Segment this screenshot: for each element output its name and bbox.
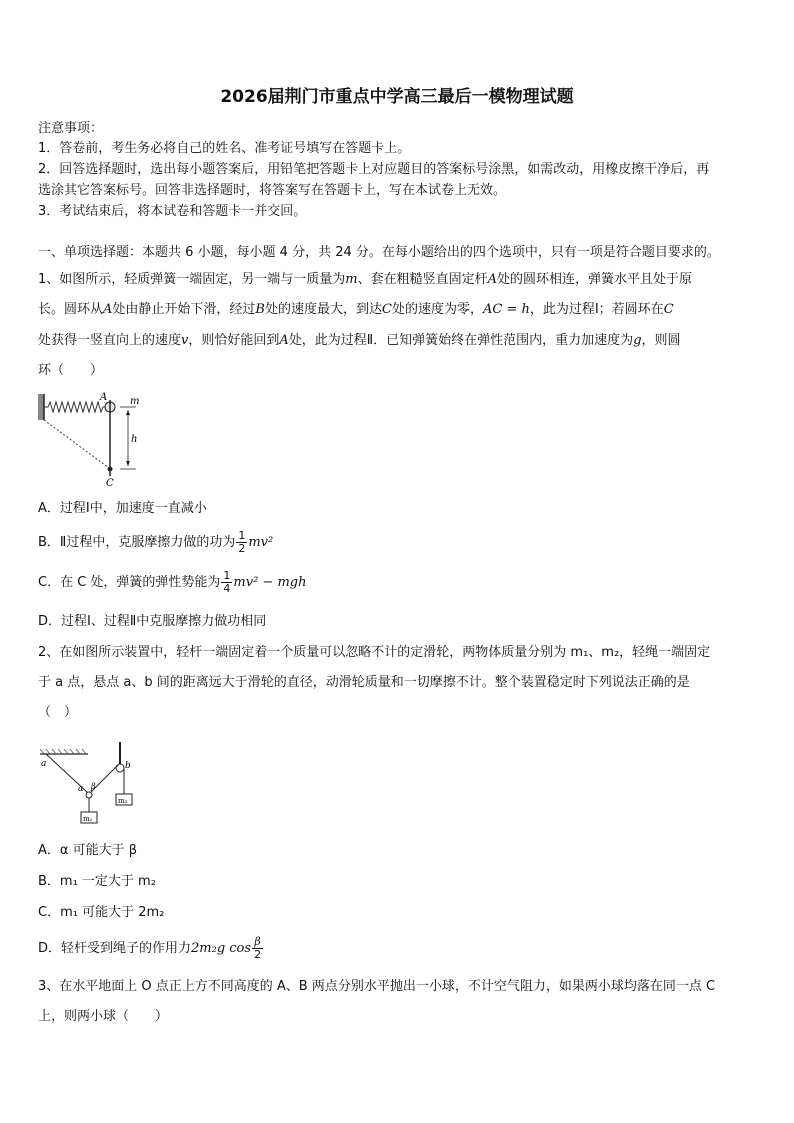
q1-var: v bbox=[181, 333, 189, 348]
q2-figure bbox=[36, 738, 146, 826]
q1-var: g bbox=[633, 333, 642, 348]
numerator: 1 bbox=[223, 569, 231, 582]
q1-option-c bbox=[38, 568, 306, 598]
q2-option-a: A．α 可能大于 β bbox=[38, 843, 138, 858]
q1-text: ，则恰好能回到 bbox=[188, 333, 280, 348]
q2-option-d bbox=[38, 932, 264, 966]
label-m: m bbox=[130, 396, 140, 407]
q1-text: ，则圆 bbox=[641, 333, 681, 348]
numerator: 1 bbox=[238, 529, 246, 542]
q1-figure bbox=[36, 390, 156, 486]
q1-line bbox=[38, 301, 674, 319]
label-C: C bbox=[106, 478, 114, 486]
notice-item: 1．答卷前，考生务必将自己的姓名、准考证号填写在答题卡上。 bbox=[38, 141, 411, 156]
fraction bbox=[221, 570, 232, 595]
label-A: A bbox=[100, 392, 108, 403]
wall bbox=[38, 394, 44, 420]
q1-text: 处由静止开始下滑，经过 bbox=[112, 302, 256, 317]
option-text: C．在 C 处，弹簧的弹性势能为 bbox=[38, 575, 221, 590]
page-title: 2026届荆门市重点中学高三最后一模物理试题 bbox=[220, 87, 574, 107]
q2-line: 2、在如图所示装置中，轻杆一端固定着一个质量可以忽略不计的定滑轮，两物体质量分别为 m₁、m₂，轻绳一端固定 bbox=[38, 645, 711, 660]
q1-var: AC = h bbox=[482, 302, 530, 317]
label-m2: m₂ bbox=[118, 797, 128, 805]
q1-var: C bbox=[663, 302, 674, 317]
notice-item: 选涂其它答案标号。回答非选择题时，将答案写在答题卡上，写在本试卷上无效。 bbox=[38, 183, 507, 198]
option-expr: mv² bbox=[248, 535, 274, 550]
denominator: 2 bbox=[254, 948, 262, 961]
option-expr: 2m₂g cos bbox=[191, 941, 252, 956]
q2-option-b: B．m₁ 一定大于 m₂ bbox=[38, 874, 156, 889]
label-beta: β bbox=[91, 782, 96, 791]
fraction bbox=[236, 530, 247, 555]
q1-var: A bbox=[279, 333, 289, 348]
notice-item: 2．回答选择题时，选出每小题答案后，用铅笔把答题卡上对应题目的答案标号涂黑，如需改动，用橡皮擦干净后，再 bbox=[38, 162, 710, 177]
fraction bbox=[252, 936, 263, 961]
q2-line: （ ） bbox=[38, 705, 78, 720]
label-alpha: α bbox=[78, 784, 84, 793]
q1-option-d: D．过程Ⅰ、过程Ⅱ中克服摩擦力做功相同 bbox=[38, 614, 267, 629]
q3-line: 3、在水平地面上 O 点正上方不同高度的 A、B 两点分别水平抛出一小球，不计空气阻力，如果两小球均落在同一点 C bbox=[38, 979, 716, 994]
denominator: 2 bbox=[238, 542, 246, 555]
label-m1: m₁ bbox=[83, 815, 93, 823]
q1-line: 环（ ） bbox=[38, 363, 104, 378]
q1-option-a: A．过程Ⅰ中，加速度一直减小 bbox=[38, 501, 207, 516]
section-heading: 一、单项选择题：本题共 6 小题，每小题 4 分，共 24 分。在每小题给出的四个选项中，只有一项是符合题目要求的。 bbox=[38, 245, 720, 260]
notice-item: 3．考试结束后，将本试卷和答题卡一并交回。 bbox=[38, 204, 307, 219]
q1-text: 处获得一竖直向上的速度 bbox=[38, 333, 182, 348]
option-text: D．轻杆受到绳子的作用力 bbox=[38, 941, 192, 956]
numerator: β bbox=[254, 935, 261, 948]
moving-pulley bbox=[86, 792, 92, 798]
q1-text: 处的圆环相连，弹簧水平且处于原 bbox=[497, 272, 693, 287]
q2-line: 于 a 点，悬点 a、b 间的距离远大于滑轮的直径，动滑轮质量和一切摩擦不计。整个装置稳定时下列说法正确的是 bbox=[38, 675, 690, 690]
q1-var: A bbox=[487, 272, 498, 287]
label-h: h bbox=[131, 434, 138, 445]
q1-text: 1、如图所示，轻质弹簧一端固定，另一端与一质量为 bbox=[38, 272, 346, 287]
q1-text: 处的速度为零， bbox=[391, 302, 483, 317]
q1-text: 处的速度最大，到达 bbox=[264, 302, 382, 317]
q2-option-c: C．m₁ 可能大于 2m₂ bbox=[38, 905, 165, 920]
q1-line bbox=[38, 332, 681, 350]
q1-text: 、套在粗糙竖直固定杆 bbox=[357, 272, 488, 287]
label-b: b bbox=[125, 761, 131, 771]
q1-text: 处，此为过程Ⅱ．已知弹簧始终在弹性范围内，重力加速度为 bbox=[288, 333, 634, 348]
q1-line bbox=[38, 271, 692, 289]
option-text: B．Ⅱ过程中，克服摩擦力做的功为 bbox=[38, 535, 236, 550]
q1-var: A bbox=[103, 302, 113, 317]
label-a: a bbox=[41, 759, 47, 769]
dotted-line bbox=[44, 420, 109, 468]
q1-option-b bbox=[38, 528, 273, 558]
q1-var: B bbox=[255, 302, 265, 317]
option-expr: mv² − mgh bbox=[233, 575, 307, 590]
q1-text: 长。圆环从 bbox=[38, 302, 104, 317]
denominator: 4 bbox=[223, 582, 231, 595]
q1-text: ，此为过程Ⅰ；若圆环在 bbox=[529, 302, 664, 317]
q3-line: 上，则两小球（ ） bbox=[38, 1009, 169, 1024]
spring bbox=[44, 402, 106, 412]
q1-var: C bbox=[382, 302, 392, 317]
q1-var: m bbox=[345, 272, 358, 287]
notice-heading: 注意事项： bbox=[38, 121, 104, 136]
